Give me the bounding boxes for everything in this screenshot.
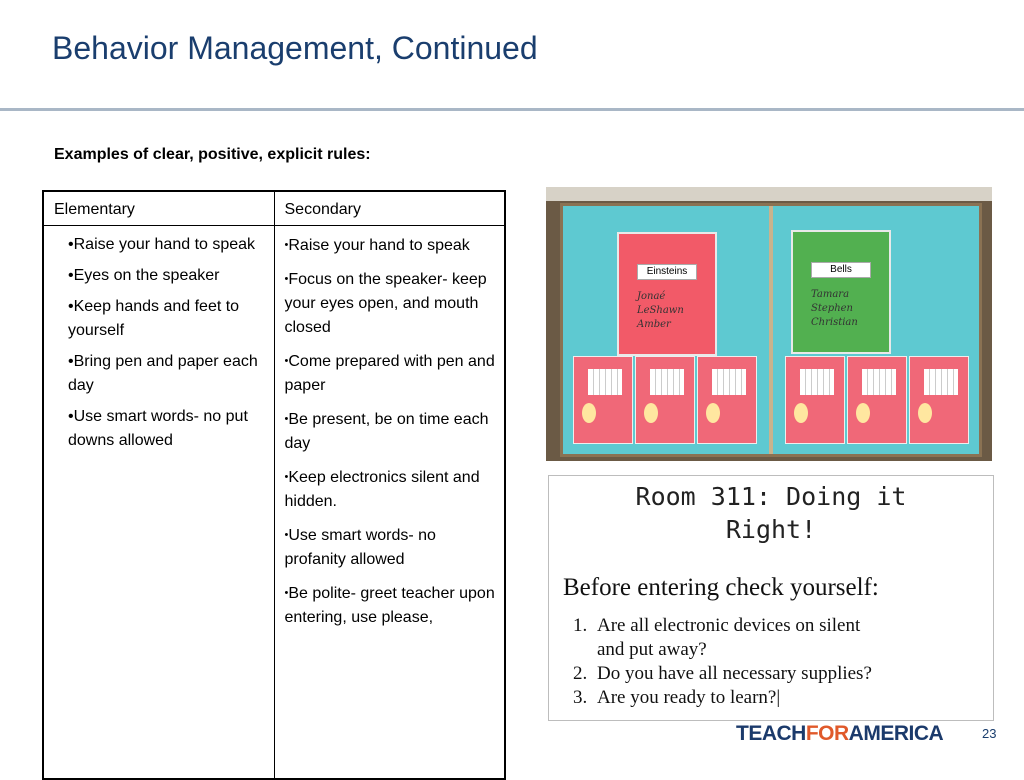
tracking-card (847, 356, 907, 444)
header-elementary: Elementary (43, 191, 274, 226)
photo-wall (546, 187, 992, 201)
list-item: •Eyes on the speaker (68, 267, 220, 284)
elementary-rules-cell (43, 226, 274, 780)
bulletin-board (560, 203, 982, 457)
list-item: •Keep hands and feet to yourself (68, 298, 240, 339)
list-item: •Focus on the speaker- keep your eyes open, and mouth closed (284, 271, 487, 336)
rules-table (42, 190, 506, 780)
list-item: •Use smart words- no profanity allowed (284, 527, 436, 568)
tracking-cards (573, 356, 969, 442)
team-poster-bells (791, 230, 891, 354)
sign-checklist (573, 614, 872, 710)
classroom-bulletin-board-photo (546, 187, 992, 461)
lightbulb-icon (644, 403, 658, 423)
table-header-row (43, 191, 505, 226)
list-item: 2. Do you have all necessary supplies? (573, 663, 872, 684)
sign-lead: Before entering check yourself: (563, 574, 879, 601)
list-item: •Be polite- greet teacher upon entering, use please, (284, 585, 495, 626)
tracking-card (573, 356, 633, 444)
list-item: •Raise your hand to speak (68, 236, 256, 253)
list-item: •Be present, be on time each day (284, 411, 489, 452)
slide-subtitle: Examples of clear, positive, explicit rules: (54, 146, 371, 163)
list-item: •Come prepared with pen and paper (284, 353, 495, 394)
tracking-card (909, 356, 969, 444)
page-number: 23 (982, 726, 997, 741)
list-item: •Use smart words- no put downs allowed (68, 408, 248, 449)
poster-names: Tamara Stephen Christian (811, 289, 858, 328)
title-divider (0, 108, 1024, 111)
teach-for-america-logo: TEACHFORAMERICA (736, 722, 944, 745)
tracking-card (697, 356, 757, 444)
room-rules-sign (548, 475, 994, 721)
table-body-row (43, 226, 505, 780)
list-item: •Keep electronics silent and hidden. (284, 469, 480, 510)
list-item: •Raise your hand to speak (284, 237, 470, 254)
team-poster-einsteins (617, 232, 717, 356)
list-item: 3. Are you ready to learn?| (573, 687, 781, 708)
list-item: •Bring pen and paper each day (68, 353, 258, 394)
lightbulb-icon (918, 403, 932, 423)
sign-heading: Room 311: Doing it Right! (635, 482, 907, 544)
poster-label: Einsteins (637, 264, 697, 280)
secondary-rules-cell (274, 226, 505, 780)
slide-title: Behavior Management, Continued (52, 30, 538, 66)
lightbulb-icon (794, 403, 808, 423)
poster-label: Bells (811, 262, 871, 278)
tracking-card (785, 356, 845, 444)
poster-names: Jonaé LeShawn Amber (637, 291, 684, 330)
list-item: 1. Are all electronic devices on silent and put away? (573, 615, 861, 660)
tracking-card (635, 356, 695, 444)
lightbulb-icon (706, 403, 720, 423)
header-secondary: Secondary (274, 191, 505, 226)
lightbulb-icon (856, 403, 870, 423)
lightbulb-icon (582, 403, 596, 423)
